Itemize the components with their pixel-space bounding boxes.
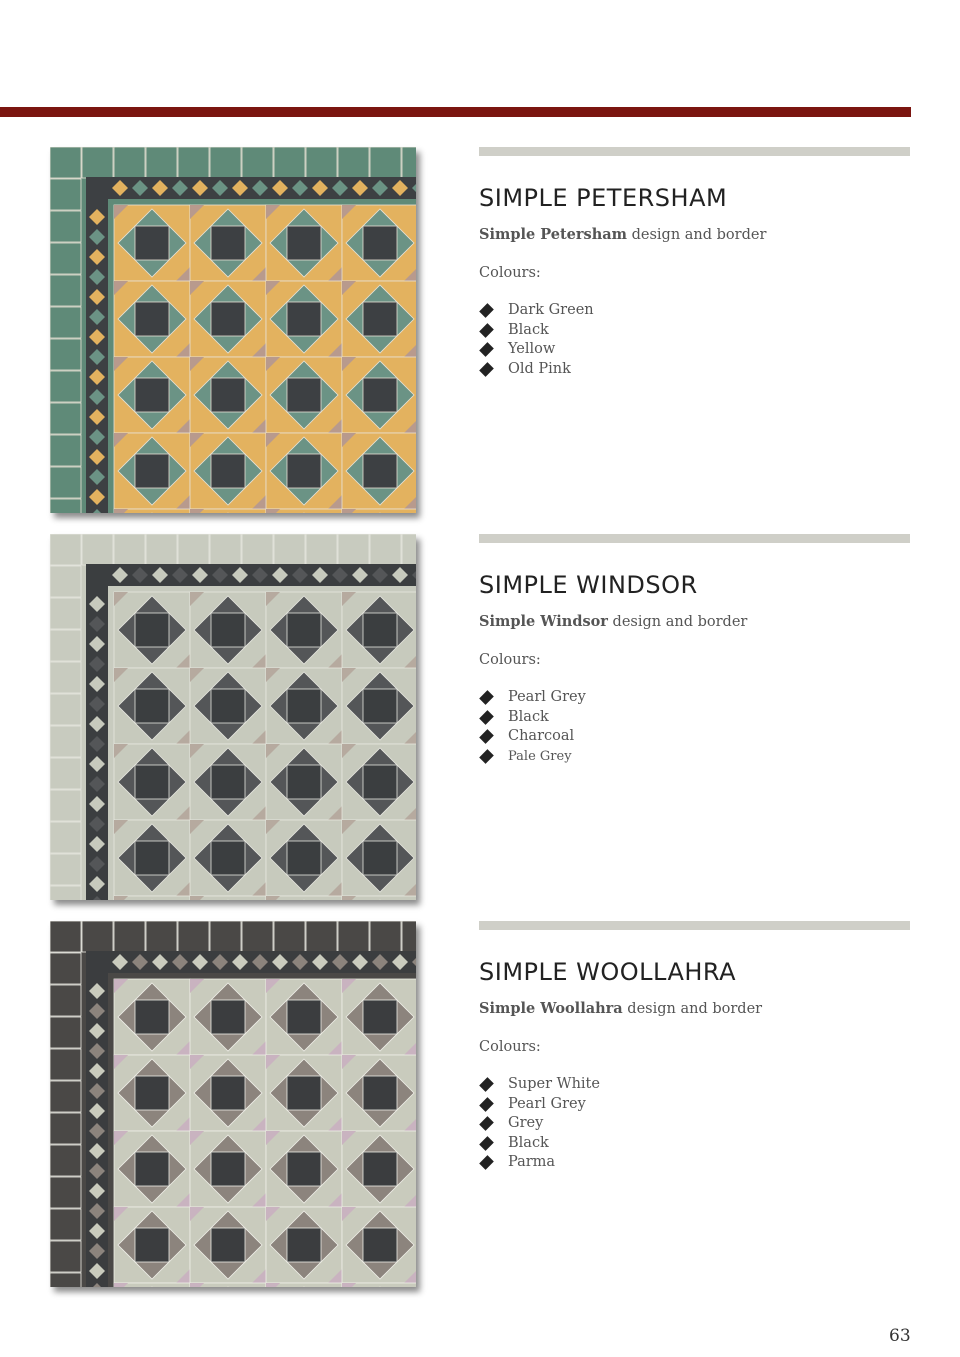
product-name-bold: Simple Woollahra — [479, 1000, 623, 1017]
product-simple-woollahra — [0, 921, 960, 1301]
product-info — [479, 147, 910, 379]
colour-item — [479, 747, 910, 767]
diamond-bullet-icon — [479, 323, 494, 338]
colour-list — [479, 301, 910, 379]
product-simple-windsor — [0, 534, 960, 914]
diamond-bullet-icon — [479, 1136, 494, 1151]
colour-list — [479, 688, 910, 766]
top-rule — [0, 107, 911, 117]
description-text: design and border — [607, 614, 748, 630]
diamond-bullet-icon — [479, 1077, 494, 1092]
diamond-bullet-icon — [479, 690, 494, 705]
product-description — [479, 999, 910, 1019]
product-title: SIMPLE WOOLLAHRA — [479, 958, 737, 986]
tile-swatch-image — [50, 534, 416, 900]
colour-name: Grey — [508, 1115, 544, 1131]
colour-item — [479, 1114, 910, 1134]
colour-item — [479, 708, 910, 728]
product-simple-petersham — [0, 147, 960, 527]
colour-item — [479, 727, 910, 747]
diamond-bullet-icon — [479, 342, 494, 357]
colour-name: Black — [508, 321, 549, 338]
product-name-bold: Simple Windsor — [479, 613, 608, 630]
colour-item — [479, 1153, 910, 1173]
colour-name: Pearl Grey — [508, 689, 586, 705]
colour-item — [479, 340, 910, 360]
colour-name: Yellow — [508, 341, 556, 357]
colour-item — [479, 360, 910, 380]
product-info — [479, 921, 910, 1173]
colour-name: Black — [508, 1134, 549, 1151]
product-description — [479, 612, 910, 632]
diamond-bullet-icon — [479, 362, 494, 377]
colour-item — [479, 1134, 910, 1154]
colours-label: Colours: — [479, 265, 541, 281]
section-rule — [479, 921, 910, 930]
diamond-bullet-icon — [479, 1097, 494, 1112]
colour-name: Old Pink — [508, 360, 571, 377]
section-rule — [479, 534, 910, 543]
description-text: design and border — [622, 1001, 763, 1017]
section-rule — [479, 147, 910, 156]
colour-item — [479, 1075, 910, 1095]
colour-name: Black — [508, 708, 549, 725]
product-name-bold: Simple Petersham — [479, 226, 627, 243]
colour-list — [479, 1075, 910, 1173]
colour-name: Charcoal — [508, 728, 575, 744]
colour-item — [479, 321, 910, 341]
tile-swatch-image — [50, 147, 416, 513]
colour-name: Dark Green — [508, 302, 594, 318]
diamond-bullet-icon — [479, 710, 494, 725]
product-info — [479, 534, 910, 766]
diamond-bullet-icon — [479, 729, 494, 744]
colour-item — [479, 1095, 910, 1115]
colours-label: Colours: — [479, 1039, 541, 1055]
colour-name: Pale Grey — [508, 748, 572, 764]
tile-pattern-graphic — [50, 534, 416, 900]
product-description — [479, 225, 910, 245]
product-title: SIMPLE WINDSOR — [479, 571, 698, 599]
colour-name: Pearl Grey — [508, 1095, 586, 1112]
colour-name: Super White — [508, 1076, 600, 1092]
diamond-bullet-icon — [479, 303, 494, 318]
tile-pattern-graphic — [50, 147, 416, 513]
diamond-bullet-icon — [479, 1116, 494, 1131]
diamond-bullet-icon — [479, 749, 494, 764]
colour-item — [479, 688, 910, 708]
product-title: SIMPLE PETERSHAM — [479, 184, 728, 212]
colours-label: Colours: — [479, 652, 541, 668]
diamond-bullet-icon — [479, 1155, 494, 1170]
colour-item — [479, 301, 910, 321]
description-text: design and border — [627, 227, 767, 243]
page-number: 63 — [889, 1326, 911, 1346]
tile-swatch-image — [50, 921, 416, 1287]
colour-name: Parma — [508, 1154, 556, 1170]
tile-pattern-graphic — [50, 921, 416, 1287]
